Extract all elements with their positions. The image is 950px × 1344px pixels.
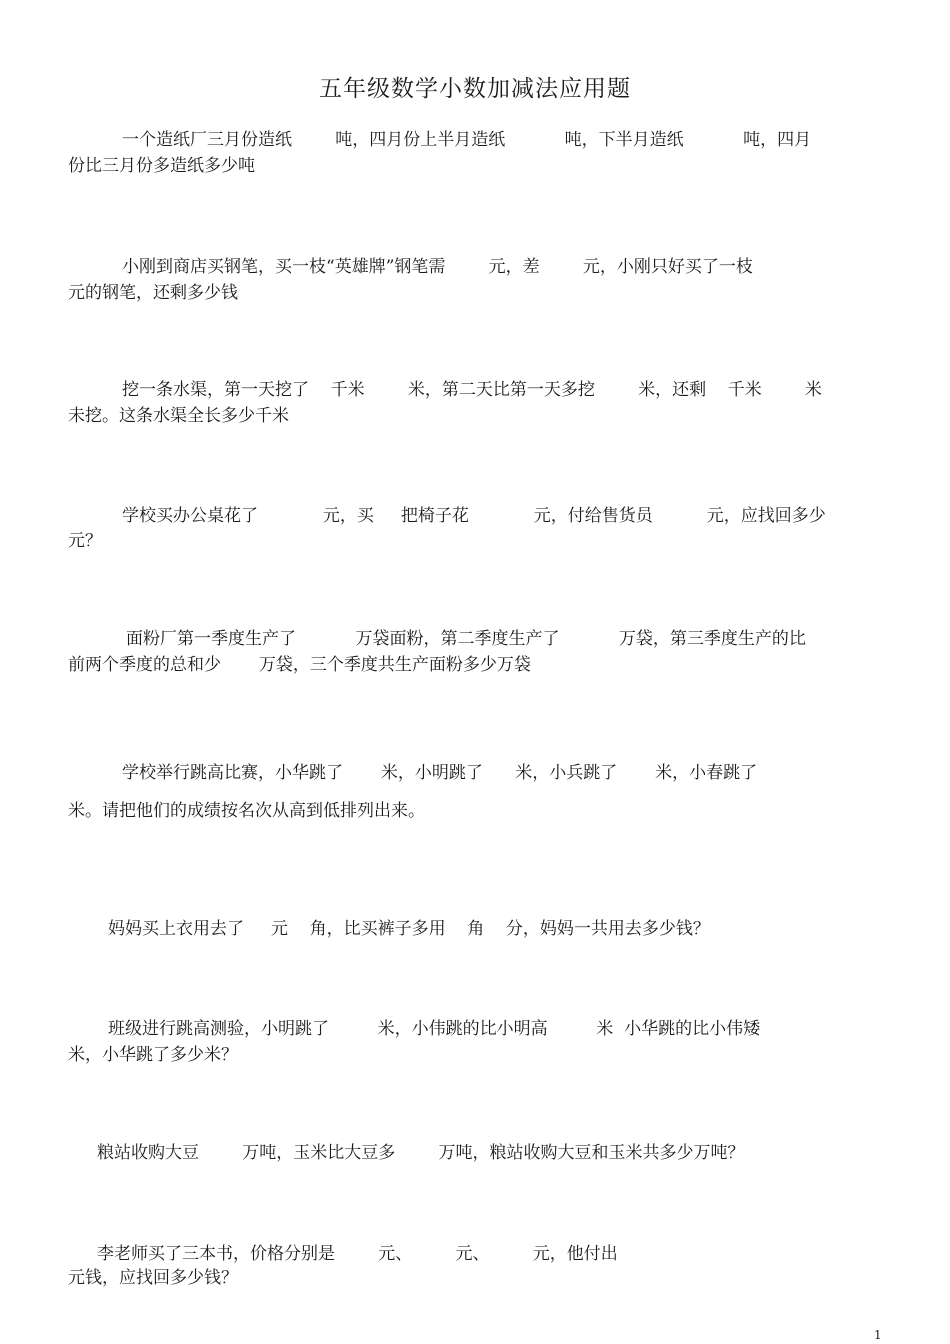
page-number: 1 [874,1328,882,1342]
problem-6-line-2: 米。请把他们的成绩按名次从高到低排列出来。 [68,801,425,821]
problem-3-line-1: 挖一条水渠，第一天挖了 千米 米，第二天比第一天多挖 米，还剩 千米 米 [122,380,822,400]
problem-4-line-2: 元？ [68,531,102,551]
problem-8-line-1: 班级进行跳高测验，小明跳了 米，小伟跳的比小明高 米 小华跳的比小伟矮 [108,1019,761,1039]
problem-10-line-1: 李老师买了三本书，价格分别是 元、 元、 元，他付出 [97,1244,618,1264]
problem-1-line-1: 一个造纸厂三月份造纸 吨，四月份上半月造纸 吨，下半月造纸 吨，四月 [122,130,812,150]
problem-8-line-2: 米，小华跳了多少米？ [68,1045,238,1065]
problem-3-line-2: 未挖。这条水渠全长多少千米 [68,406,289,426]
problem-9-line-1: 粮站收购大豆 万吨，玉米比大豆多 万吨，粮站收购大豆和玉米共多少万吨？ [97,1143,745,1163]
problem-4-line-1: 学校买办公桌花了 元，买 把椅子花 元，付给售货员 元，应找回多少 [122,506,826,526]
problem-2-line-2: 元的钢笔，还剩多少钱 [68,283,238,303]
page-title: 五年级数学小数加减法应用题 [319,76,631,102]
problem-10-line-2: 元钱，应找回多少钱？ [68,1268,238,1288]
problem-2-line-1: 小刚到商店买钢笔，买一枝“英雄牌”钢笔需 元，差 元，小刚只好买了一枝 [122,257,753,277]
problem-7-line-1: 妈妈买上衣用去了 元 角，比买裤子多用 角 分，妈妈一共用去多少钱？ [108,919,710,939]
problem-6-line-1: 学校举行跳高比赛，小华跳了 米，小明跳了 米，小兵跳了 米，小春跳了 [122,763,758,783]
problem-5-line-1: 面粉厂第一季度生产了 万袋面粉，第二季度生产了 万袋，第三季度生产的比 [126,629,806,649]
problem-5-line-2: 前两个季度的总和少 万袋，三个季度共生产面粉多少万袋 [68,655,531,675]
problem-1-line-2: 份比三月份多造纸多少吨 [68,156,255,176]
